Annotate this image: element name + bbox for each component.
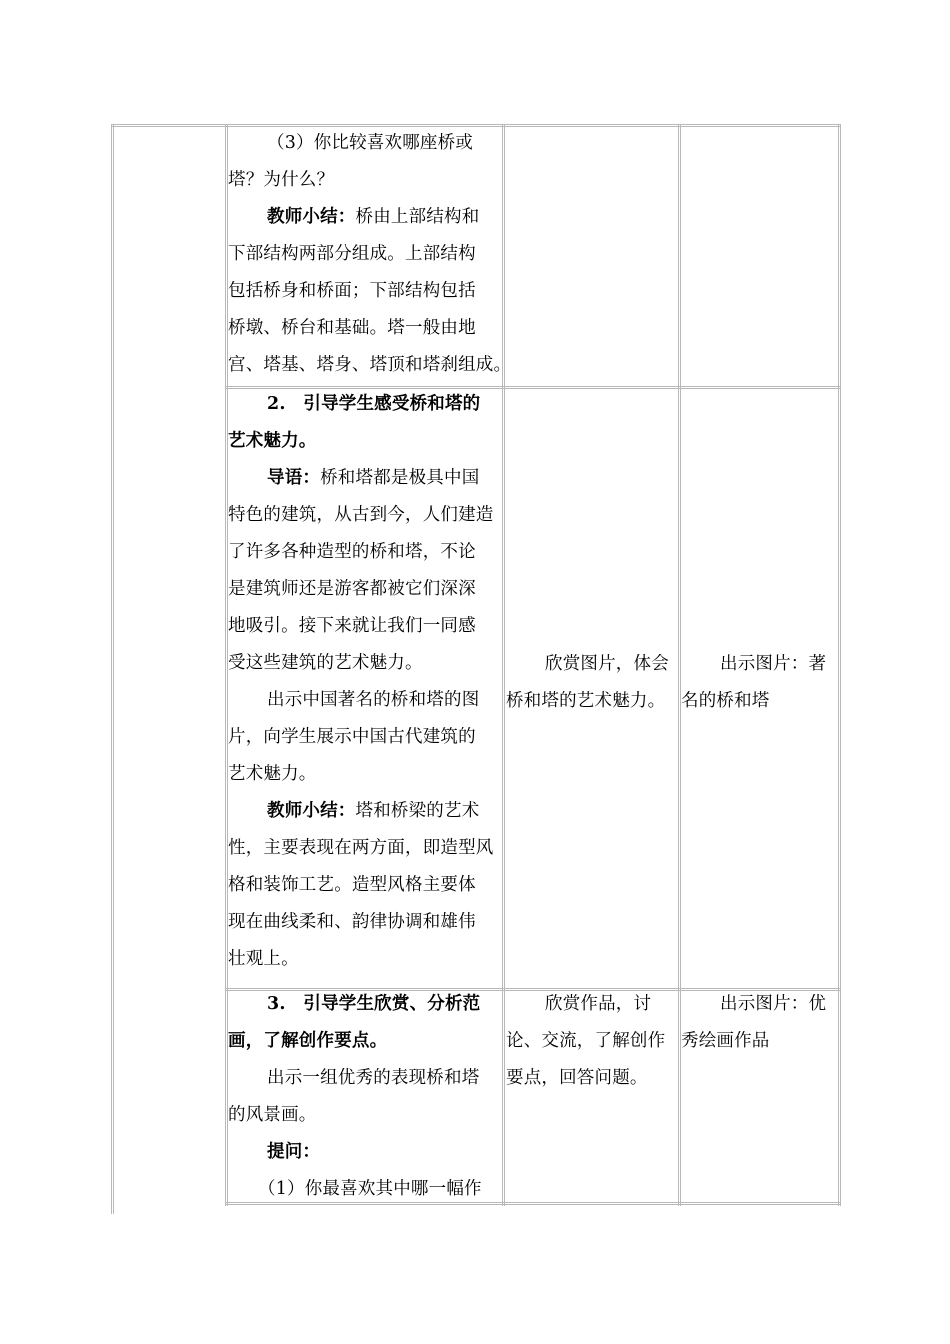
teacher-activity-cell-2 <box>228 386 502 978</box>
text-line: （1）你最喜欢其中哪一幅作 <box>258 1179 482 1199</box>
bold-heading: 导语： <box>267 468 321 488</box>
text-line <box>228 793 502 830</box>
text-line: 地吸引。接下来就让我们一同感 <box>228 616 476 636</box>
text-line: 下部结构两部分组成。上部结构 <box>228 244 476 264</box>
text-span: 桥由上部结构和 <box>355 207 480 227</box>
bold-heading: 3. 引导学生欣赏、分析范 <box>267 994 481 1014</box>
student-activity-cell-2 <box>506 646 678 720</box>
text-line <box>228 1023 502 1060</box>
student-activity-cell-3 <box>506 986 678 1097</box>
text-line: 桥墩、桥台和基础。塔一般由地 <box>228 318 476 338</box>
table-left-border <box>111 124 114 1214</box>
text-line: 受这些建筑的艺术魅力。 <box>228 653 423 673</box>
text-line: 桥和塔的艺术魅力。 <box>506 691 666 711</box>
text-line: 欣赏图片，体会 <box>545 654 669 674</box>
text-line: 出示一组优秀的表现桥和塔 <box>267 1068 480 1088</box>
text-line: （3）你比较喜欢哪座桥或 <box>267 133 474 153</box>
bold-heading: 画，了解创作要点。 <box>228 1031 388 1051</box>
text-line: 出示图片：优 <box>720 994 827 1014</box>
lesson-plan-table <box>111 124 841 1214</box>
text-span: 桥和塔都是极具中国 <box>320 468 480 488</box>
text-line: 秀绘画作品 <box>681 1031 770 1051</box>
column-divider <box>502 124 505 1206</box>
text-line: 的风景画。 <box>228 1105 317 1125</box>
text-line: 出示中国著名的桥和塔的图 <box>267 690 480 710</box>
text-line: 欣赏作品，讨 <box>545 994 652 1014</box>
media-cell-3 <box>681 986 841 1060</box>
bold-heading: 2. 引导学生感受桥和塔的 <box>267 394 481 414</box>
text-line: 壮观上。 <box>228 949 299 969</box>
text-line: 现在曲线柔和、韵律协调和雄伟 <box>228 912 476 932</box>
text-line: 包括桥身和桥面；下部结构包括 <box>228 281 476 301</box>
bold-heading: 提问： <box>267 1142 321 1162</box>
media-cell-2 <box>681 646 841 720</box>
text-line: 片，向学生展示中国古代建筑的 <box>228 727 476 747</box>
text-line: 艺术魅力。 <box>228 764 317 784</box>
text-line: 格和装饰工艺。造型风格主要体 <box>228 875 476 895</box>
text-line: 出示图片：著 <box>720 654 827 674</box>
text-line: 要点，回答问题。 <box>506 1068 648 1088</box>
text-line: 论、交流，了解创作 <box>506 1031 666 1051</box>
bold-heading: 教师小结： <box>267 801 356 821</box>
text-span: 塔和桥梁的艺术 <box>355 801 480 821</box>
bold-heading: 艺术魅力。 <box>228 431 317 451</box>
text-line: 塔？为什么？ <box>228 170 335 190</box>
text-line: 名的桥和塔 <box>681 691 770 711</box>
text-line: 特色的建筑，从古到今，人们建造 <box>228 505 494 525</box>
text-line <box>228 423 502 460</box>
text-line <box>228 986 502 1023</box>
text-line: 了许多各种造型的桥和塔，不论 <box>228 542 476 562</box>
bold-heading: 教师小结： <box>267 207 356 227</box>
text-line <box>228 199 502 236</box>
text-line <box>228 460 502 497</box>
text-line: 性，主要表现在两方面，即造型风 <box>228 838 494 858</box>
text-line: 是建筑师还是游客都被它们深深 <box>228 579 476 599</box>
text-line: 宫、塔基、塔身、塔顶和塔刹组成。 <box>228 355 512 375</box>
teacher-activity-cell-1 <box>228 125 512 384</box>
text-line <box>228 1134 502 1171</box>
text-line <box>228 386 502 423</box>
teacher-activity-cell-3 <box>228 986 502 1208</box>
